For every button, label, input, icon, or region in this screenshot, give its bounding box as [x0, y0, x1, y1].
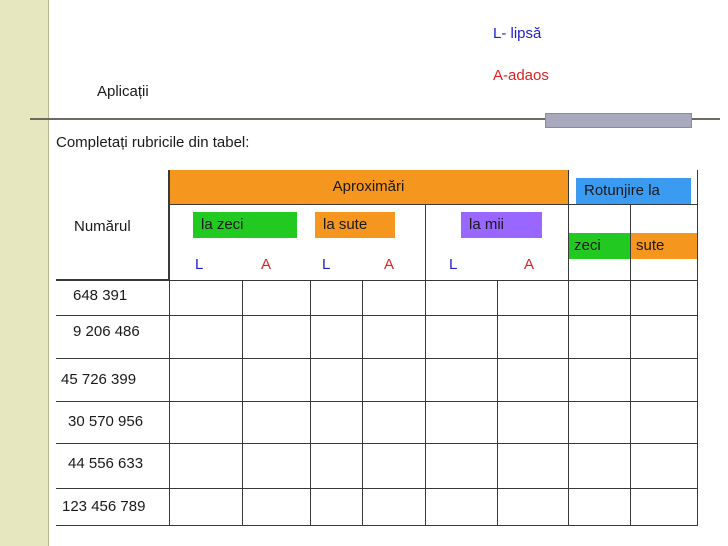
number-header-cell [56, 170, 169, 280]
round-sute-badge [630, 233, 698, 259]
instruction-text: Completați rubricile din tabel: [56, 134, 250, 151]
approx-header: Aproximări [332, 178, 405, 195]
row-number-4: 30 570 956 [68, 413, 144, 430]
la-label-mii-l: L [449, 256, 458, 273]
grid-vline-1 [169, 170, 170, 526]
round-header-badge [576, 178, 691, 204]
round-zeci-label: zeci [574, 237, 601, 254]
la-label-zeci-l: L [195, 256, 204, 273]
title-divider-accent [545, 113, 692, 128]
row-number-6: 123 456 789 [62, 498, 146, 515]
la-label-sute-a: A [384, 256, 395, 273]
grid-hline-4 [56, 443, 698, 444]
number-header: Numărul [74, 218, 131, 235]
grid-hline-5 [56, 488, 698, 489]
la-label-zeci-a: A [261, 256, 272, 273]
row-number-1: 648 391 [73, 287, 128, 304]
page-title: Aplicații [97, 83, 149, 100]
round-sute-cell [630, 204, 698, 280]
subheader-la-mii-label: la mii [469, 216, 505, 233]
grid-vline-3 [310, 280, 311, 526]
row-number-2: 9 206 486 [73, 323, 140, 340]
approximation-table [56, 170, 698, 526]
slide-side-line [48, 0, 49, 546]
subheader-la-zeci [193, 212, 297, 238]
grid-hline-header [169, 204, 698, 205]
round-zeci-badge [568, 233, 630, 259]
la-label-mii-a: A [524, 256, 535, 273]
grid-hline-2 [56, 358, 698, 359]
approx-header-cell [169, 170, 568, 204]
round-sute-label: sute [636, 237, 665, 254]
subheader-la-sute-label: la sute [323, 216, 368, 233]
la-label-sute-l: L [322, 256, 331, 273]
legend-adaos: A-adaos [493, 67, 549, 84]
grid-hline-3 [56, 401, 698, 402]
grid-vline-5 [425, 204, 426, 526]
row-number-3: 45 726 399 [61, 371, 137, 388]
subheader-la-zeci-label: la zeci [201, 216, 244, 233]
grid-vline-4 [362, 280, 363, 526]
round-header: Rotunjire la [584, 182, 660, 199]
grid-hline-1 [56, 315, 698, 316]
slide-side-bar [0, 0, 48, 546]
legend-lipsa: L- lipsă [493, 25, 542, 42]
row-number-5: 44 556 633 [68, 455, 144, 472]
grid-vline-8 [630, 204, 631, 526]
grid-vline-6 [497, 280, 498, 526]
subheader-la-mii [461, 212, 542, 238]
round-zeci-cell [568, 204, 630, 280]
subheader-la-sute [315, 212, 395, 238]
grid-vline-2 [242, 280, 243, 526]
grid-hline-0 [56, 280, 698, 281]
grid-vline-7 [568, 170, 569, 526]
